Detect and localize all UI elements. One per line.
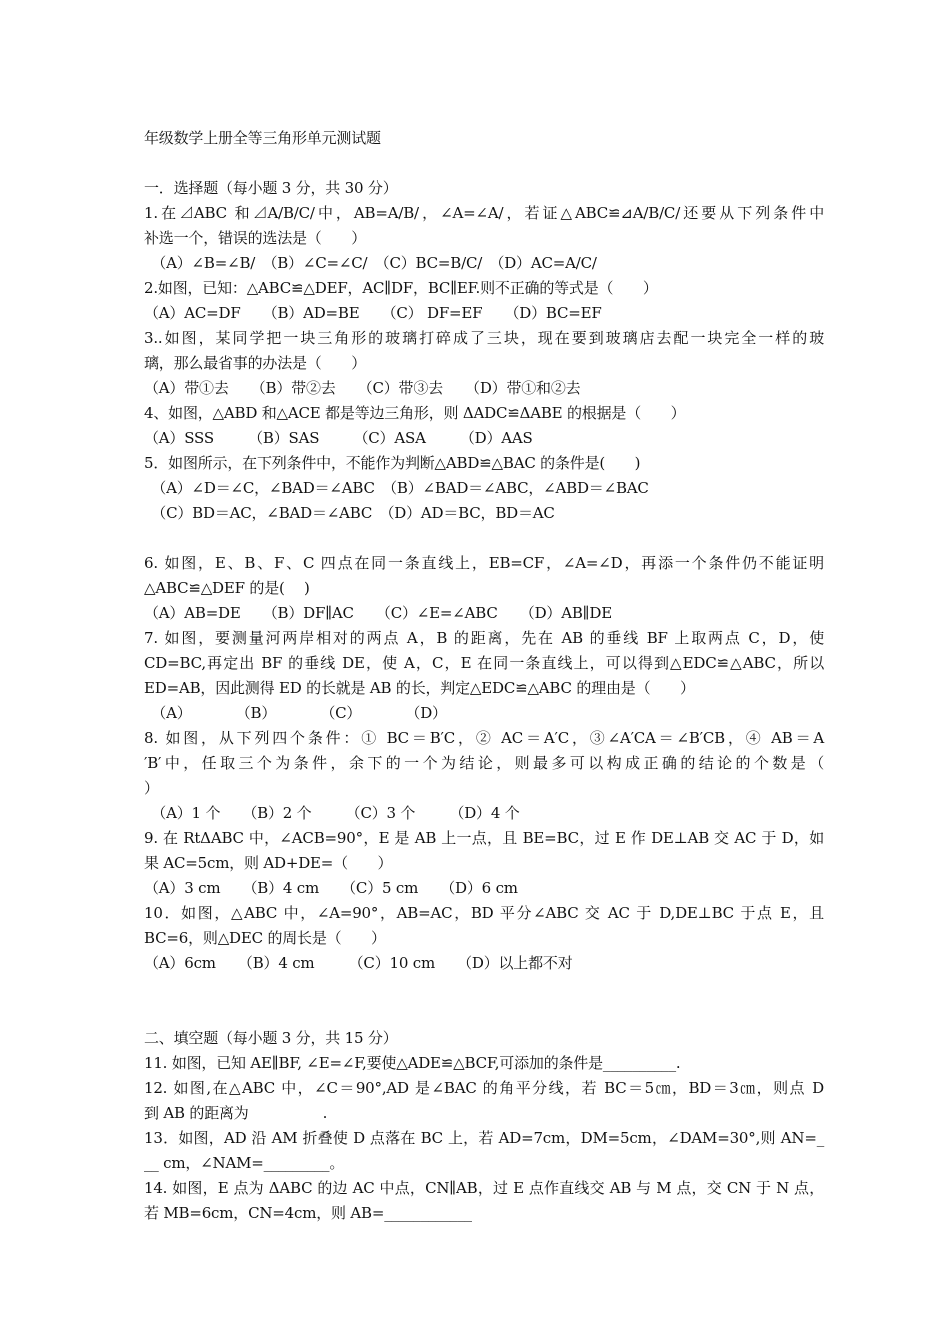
question-1-text-cont: 补选一个，错误的选法是（ ）	[144, 229, 367, 247]
question-7-options: （A） （B） （C） （D）	[144, 704, 447, 722]
question-12-text-cont: 到 AB 的距离为 .	[144, 1104, 328, 1122]
question-2-options: （A）AC=DF （B）AD=BE （C） DF=EF （D）BC=EF	[144, 304, 602, 322]
document-title: 年级数学上册全等三角形单元测试题	[144, 129, 381, 147]
question-4-text: 4、如图，△ABD 和△ACE 都是等边三角形，则 ΔADC≌ΔABE 的根据是（ ）	[144, 404, 686, 422]
question-3-text: 3..如图，某同学把一块三角形的玻璃打碎成了三块，现在要到玻璃店去配一块完全一样的玻	[144, 329, 824, 347]
question-7-text-cont-2: ED=AB，因此测得 ED 的长就是 AB 的长，判定△EDC≌△ABC 的理由是（ ）	[144, 679, 695, 697]
question-9-text-cont: 果 AC=5cm，则 AD+DE=（ ）	[144, 854, 393, 872]
question-2-text: 2.如图，已知：△ABC≌△DEF，AC∥DF，BC∥EF.则不正确的等式是（ ）	[144, 279, 658, 297]
question-9-options: （A）3 cm （B）4 cm （C）5 cm （D）6 cm	[144, 879, 518, 897]
question-3-options: （A）带①去 （B）带②去 （C）带③去 （D）带①和②去	[144, 379, 581, 397]
question-11-text: 11. 如图，已知 AE∥BF, ∠E=∠F,要使△ADE≌△BCF,可添加的条件是__________.	[144, 1054, 681, 1072]
question-1-options: （A）∠B=∠B/ （B）∠C=∠C/ （C）BC=B/C/ （D）AC=A/C/	[144, 254, 597, 272]
question-10-text: 10．如图，△ABC 中，∠A=90°，AB=AC，BD 平分∠ABC 交 AC 于 D,DE⊥BC 于点 E，且	[144, 904, 824, 922]
question-9-text: 9. 在 RtΔABC 中，∠ACB=90°，E 是 AB 上一点，且 BE=BC，过 E 作 DE⊥AB 交 AC 于 D，如	[144, 829, 824, 847]
question-8-options: （A）1 个 （B）2 个 （C）3 个 （D）4 个	[144, 804, 520, 822]
question-3-text-cont: 璃，那么最省事的办法是（ ）	[144, 354, 367, 372]
question-10-text-cont: BC=6，则△DEC 的周长是（ ）	[144, 929, 386, 947]
question-14-text-cont: 若 MB=6cm，CN=4cm，则 AB=____________	[144, 1204, 472, 1222]
question-8-text-cont-2: ）	[144, 779, 159, 797]
section-heading-fill: 二、填空题（每小题 3 分，共 15 分）	[144, 1029, 398, 1047]
question-6-options: （A）AB=DE （B）DF∥AC （C）∠E=∠ABC （D）AB∥DE	[144, 604, 612, 622]
document-page	[144, 126, 824, 1226]
question-7-text-cont: CD=BC,再定出 BF 的垂线 DE，使 A，C，E 在同一条直线上，可以得到△EDC≌△ABC，所以	[144, 654, 824, 672]
question-14-text: 14. 如图，E 点为 ΔABC 的边 AC 中点，CN∥AB，过 E 点作直线交 AB 与 M 点，交 CN 于 N 点，	[144, 1179, 824, 1197]
question-8-text: 8. 如图，从下列四个条件：① BC＝B′C，② AC＝A′C，③∠A′CA＝∠B′CB，④ AB＝A	[144, 729, 824, 747]
section-heading-choice: 一．选择题（每小题 3 分，共 30 分）	[144, 179, 398, 197]
question-5-text: 5．如图所示，在下列条件中，不能作为判断△ABD≌△BAC 的条件是( )	[144, 454, 641, 472]
question-8-text-cont: ′B′中，任取三个为条件，余下的一个为结论，则最多可以构成正确的结论的个数是（	[144, 754, 824, 772]
question-4-options: （A）SSS （B）SAS （C）ASA （D）AAS	[144, 429, 533, 447]
question-7-text: 7. 如图，要测量河两岸相对的两点 A，B 的距离，先在 AB 的垂线 BF 上取两点 C，D，使	[144, 629, 824, 647]
question-1-text: 1.在⊿ABC 和⊿A/B/C/中，AB=A/B/，∠A=∠A/，若证△ABC≌⊿A/B/C/还要从下列条件中	[144, 204, 824, 222]
spacer	[144, 1001, 824, 1026]
question-12-text: 12. 如图,在△ABC 中，∠C＝90°,AD 是∠BAC 的角平分线，若 BC＝5㎝，BD＝3㎝，则点 D	[144, 1079, 824, 1097]
question-5-options-cd: （C）BD＝AC，∠BAD＝∠ABC （D）AD＝BC，BD＝AC	[144, 504, 555, 522]
spacer	[144, 151, 824, 176]
question-10-options: （A）6cm （B）4 cm （C）10 cm （D）以上都不对	[144, 954, 573, 972]
spacer	[144, 976, 824, 1001]
question-6-text: 6. 如图，E、B、F、C 四点在同一条直线上，EB=CF，∠A=∠D，再添一个条件仍不能证明	[144, 554, 824, 572]
question-13-text: 13．如图，AD 沿 AM 折叠使 D 点落在 BC 上，若 AD=7cm，DM=5cm，∠DAM=30°,则 AN=_	[144, 1129, 824, 1147]
question-5-options-ab: （A）∠D＝∠C，∠BAD＝∠ABC （B）∠BAD＝∠ABC，∠ABD＝∠BAC	[144, 479, 649, 497]
question-6-text-cont: △ABC≌△DEF 的是( )	[144, 579, 310, 597]
spacer	[144, 526, 824, 551]
question-13-text-cont: __ cm，∠NAM=_________。	[144, 1154, 345, 1172]
